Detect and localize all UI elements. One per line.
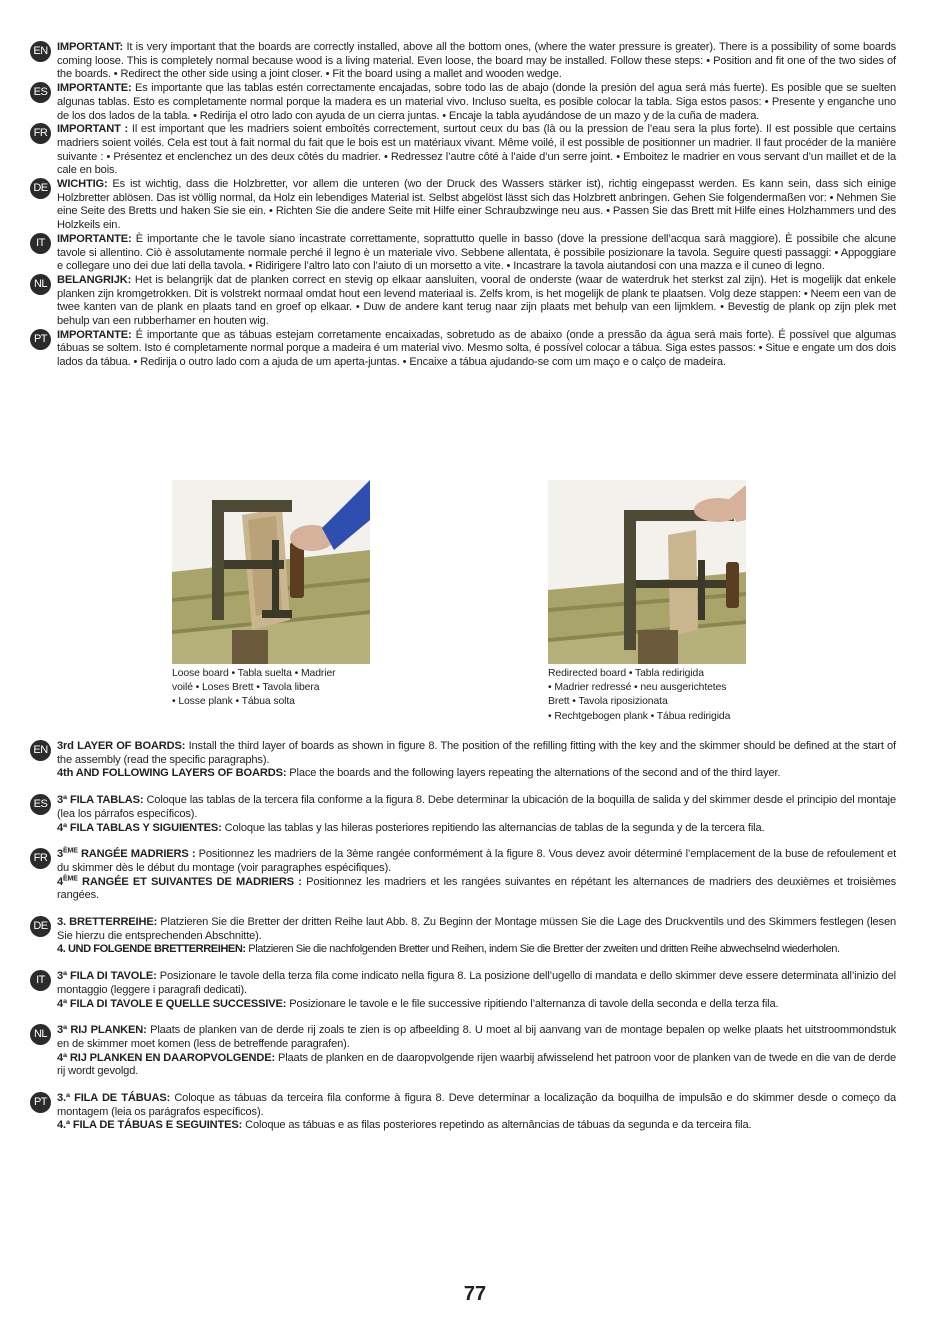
layers-block-it	[30, 970, 896, 1011]
third-layer-heading: 3ª FILA DI TAVOLE:	[57, 970, 157, 983]
layers-block-fr	[30, 848, 896, 903]
fourth-layer-text: Coloque las tablas y las hileras posteriores repitiendo las alternancias de tablas de la segunda y de la tercera fila.	[221, 821, 765, 834]
language-badge-pt: PT	[30, 1092, 51, 1113]
third-layer-paragraph	[57, 970, 896, 997]
redirected-board-caption	[548, 667, 763, 724]
fourth-layer-paragraph	[57, 767, 896, 781]
caption-line: Loose board • Tabla suelta • Madrier	[172, 668, 336, 679]
third-layer-text: Coloque las tablas de la tercera fila conforme a la figura 8. Debe determinar la ubicación de la boquilla de salida y del skimmer desde el principio del montaje (lea los párrafos específicos).	[57, 794, 896, 820]
layers-block-en	[30, 740, 896, 781]
fourth-layer-paragraph	[57, 876, 896, 903]
fourth-layer-paragraph	[57, 1119, 896, 1133]
third-layer-heading: 3. BRETTERREIHE:	[57, 916, 158, 929]
caption-line: Brett • Tavola riposizionata	[548, 696, 668, 708]
page-number: 77	[463, 1283, 487, 1305]
language-badge-it: IT	[30, 970, 51, 991]
third-layer-text: Coloque as tábuas da terceira fila conforme à figura 8. Deve determinar a localização da boquilha de impulsão e do skimmer desde o começo da montagem (leia os parágrafos específicos).	[57, 1092, 896, 1118]
fourth-layer-heading: 4ª FILA DI TAVOLE E QUELLE SUCCESSIVE:	[57, 997, 287, 1010]
fourth-layer-heading: 4ÈME RANGÉE ET SUIVANTES DE MADRIERS :	[57, 874, 302, 888]
paragraph-heading: IMPORTANTE:	[57, 82, 132, 95]
language-badge-nl: NL	[30, 1024, 51, 1045]
paragraph-text: È importante che le tavole siano incastrate correttamente, soprattutto quelle in basso (dove la pressione dell’acqua sarà maggiore). È possibile che alcune tavole si allentino. Ciò è assolutamente normale perché il legno è un materiale vivo. Sebbene allentata, è possibile posizionare la tavola. Seguire questi passaggi: • Appoggiare e collegare uno dei due lati della tavola. • Ridirigere l’altro lato con l’aiuto di un morsetto a vite. • Incastrare la tavola aiutandosi con una mazza e il cuneo di legno.	[57, 232, 896, 273]
third-layer-heading: 3rd LAYER OF BOARDS:	[57, 740, 186, 752]
caption-line: Redirected board • Tabla redirigida	[548, 668, 704, 679]
layers-block-de	[30, 916, 896, 957]
third-layer-text: Platzieren Sie die Bretter der dritten Reihe laut Abb. 8. Zu Beginn der Montage müssen Sie die Lage des Druckventils und des Skimmers festlegen (lesen Sie hierzu die entsprechenden Abschnitte).	[57, 916, 896, 942]
layers-block-es	[30, 794, 896, 835]
paragraph-nl	[30, 274, 896, 329]
language-badge-de: DE	[30, 178, 51, 199]
paragraph-heading: IMPORTANTE:	[57, 328, 132, 341]
fourth-layer-paragraph	[57, 822, 896, 836]
third-layer-paragraph	[57, 916, 896, 943]
language-badge-fr: FR	[30, 848, 51, 869]
language-badge-de: DE	[30, 916, 51, 937]
third-layer-text: Positionnez les madriers de la 3ème rangée conformément à la figure 8. Vous devez avoir déterminé l’emplacement de la buse de refoulement et du skimmer dès le début du montage (voir paragraphes espécifiques).	[57, 848, 897, 874]
paragraph-heading: IMPORTANT:	[57, 41, 124, 53]
fourth-layer-heading: 4.ª FILA DE TÁBUAS E SEGUINTES:	[57, 1119, 243, 1132]
board-layers-section	[30, 740, 896, 1146]
third-layer-text: Posizionare le tavole della terza fila come indicato nella figura 8. La posizione dell’ugello di mandata e dello skimmer deve essere determinata all’inizio del montaggio (leggere i paragrafi dedicati).	[57, 970, 896, 996]
third-layer-paragraph	[57, 1092, 896, 1119]
layers-block-nl	[30, 1024, 896, 1079]
fourth-layer-paragraph	[57, 1052, 896, 1079]
third-layer-paragraph	[57, 794, 896, 821]
loose-board-photo	[172, 480, 370, 664]
third-layer-text: Plaats de planken van de derde rij zoals te zien is op afbeelding 8. U moet al bij aanvang van de montage bepalen op welke plaats het uitstroommondstuk en de skimmer moet komen (less de betreffende paragrafen).	[57, 1024, 896, 1050]
paragraph-text: Het is belangrijk dat de planken correct en stevig op elkaar aansluiten, vooral de onderste (waar de waterdruk het sterkst zal zijn). Het is mogelijk dat enkele planken zijn kromgetrokken. Dit is volstrekt normaal omdat hout een levend materiaal is. Zelfs krom, is het mogelijk de plank te plaatsen. Volg deze stappen: • Neem een van de twee kanten van de plank en plaats tand en groef op elkaar. • Duw de andere kant terug naar zijn plaats met behulp van een lijmklem. • Bevestig de plank op zijn plek met behulp van een rubberhamer en houten wig.	[57, 273, 896, 328]
third-layer-paragraph	[57, 848, 896, 875]
fourth-layer-heading: 4. UND FOLGENDE BRETTERREIHEN:	[57, 943, 246, 956]
paragraph-heading: BELANGRIJK:	[57, 273, 132, 286]
paragraph-pt	[30, 329, 896, 370]
paragraph-text: Es importante que las tablas estén correctamente encajadas, sobre todo las de abajo (donde la presión del agua será más fuerte). Es posible que se suelten algunas tablas. Esto es completamente normal porque la madera es un material vivo. Incluso suelta, es posible colocar la tabla. Siga estos pasos: • Presente y enganche uno de los dos lados de la tabla. • Redirija el otro lado con ayuda de un cierra juntas. • Encaje la tabla ayudándose de un mazo y de la cuña de madera.	[57, 82, 896, 122]
caption-line: • Madrier redressé • neu ausgerichtetes	[548, 682, 727, 694]
redirected-board-photo	[548, 480, 746, 664]
paragraph-text: It is very important that the boards are correctly installed, above all the bottom ones, (where the water pressure is greater). There is a possibility of some boards coming loose. This is completely normal because wood is a living material. Even loose, the board may be installed. Follow these steps: • Position and fit one of the two sides of the boards. • Redirect the other side using a joint closer. • Fit the board using a mallet and wooden wedge.	[57, 41, 896, 81]
paragraph-heading: IMPORTANTE:	[57, 232, 132, 245]
language-badge-it: IT	[30, 233, 51, 254]
fourth-layer-text: Platzieren Sie die nachfolgenden Bretter und Reihen, indem Sie die Bretter der zweiten und dritten Reihe abwechselnd wiederholen.	[245, 943, 840, 956]
paragraph-it	[30, 233, 896, 274]
fourth-layer-text: Posizionare le tavole e le file successive ripitiendo l’alternanza di tavole della seconda e della terza fila.	[286, 997, 779, 1010]
paragraph-text: Es ist wichtig, dass die Holzbretter, vor allem die unteren (wo der Druck des Wassers stärker ist), richtig eingepasst werden. Es kann sein, dass sich einige Holzbretter ablösen. Das ist völlig normal, da Holz ein lebendiges Material ist. Selbst abgelöst lässt sich das Holzbrett anbringen. Gehen Sie folgendermaßen vor: • Nehmen Sie eine Seite des Bretts und haken Sie sie ein. • Richten Sie die andere Seite mit Hilfe einer Schraubzwinge neu aus. • Passen Sie das Brett mit Hilfe eines Holzhammers und des Holzkeils ein.	[57, 178, 896, 232]
loose-board-illustration	[172, 480, 370, 664]
paragraph-fr	[30, 123, 896, 178]
language-badge-pt: PT	[30, 329, 51, 350]
third-layer-heading: 3ª RIJ PLANKEN:	[57, 1024, 147, 1037]
fourth-layer-heading: 4ª RIJ PLANKEN EN DAAROPVOLGENDE:	[57, 1051, 276, 1064]
third-layer-heading: 3ÈME RANGÉE MADRIERS :	[57, 847, 196, 861]
fourth-layer-text: Positionnez les madriers et les rangées suivantes en répétant les alternances de madriers des deuxièmes et troisièmes rangées.	[57, 875, 896, 902]
fourth-layer-heading: 4ª FILA TABLAS Y SIGUIENTES:	[57, 821, 222, 834]
fourth-layer-paragraph	[57, 998, 896, 1012]
paragraph-es	[30, 82, 896, 123]
third-layer-heading: 3ª FILA TABLAS:	[57, 794, 144, 807]
third-layer-text: Install the third layer of boards as shown in figure 8. The position of the refilling fitting with the key and the skimmer should be defined at the start of the assembly (read the specific paragraphs).	[57, 740, 896, 766]
loose-board-caption	[172, 667, 387, 710]
fourth-layer-heading: 4th AND FOLLOWING LAYERS OF BOARDS:	[57, 767, 287, 780]
language-badge-nl: NL	[30, 274, 51, 295]
paragraph-en	[30, 41, 896, 82]
caption-line: voilé • Loses Brett • Tavola libera	[172, 682, 320, 694]
fourth-layer-text: Plaats de planken en de daaropvolgende rijen waarbij afwisselend het patroon voor de planken van de twede en die van de derde rij wordt gevolgd.	[57, 1051, 896, 1078]
fourth-layer-text: Place the boards and the following layers repeating the alternations of the second and of the third layer.	[286, 767, 781, 780]
paragraph-text: Il est important que les madriers soient emboîtés correctement, surtout ceux du bas (là ou la pression de l’eau sera la plus forte). Il est possible que certains madriers soient voilés. Cela est tout à fait normal du fait que le bois est un matériaux vivant. Même voilé, il est possible de positionner un madrier. Il faut procéder de la manière suivante : • Présentez et enclenchez un des deux côtés du madrier. • Redressez l’autre côté à l’aide d’un serre joint. • Emboitez le madrier en vous servant d’un maillet et de la cale en bois.	[57, 123, 896, 177]
third-layer-heading: 3.ª FILA DE TÁBUAS:	[57, 1092, 171, 1105]
paragraph-heading: WICHTIG:	[57, 178, 108, 191]
layers-block-pt	[30, 1092, 896, 1133]
paragraph-de	[30, 178, 896, 233]
language-badge-es: ES	[30, 794, 51, 815]
caption-line: • Rechtgebogen plank • Tábua redirigida	[548, 710, 731, 722]
language-badge-en: EN	[30, 740, 51, 761]
language-badge-es: ES	[30, 82, 51, 103]
redirected-board-illustration	[548, 480, 746, 664]
paragraph-heading: IMPORTANT :	[57, 123, 129, 136]
language-badge-fr: FR	[30, 123, 51, 144]
third-layer-paragraph	[57, 740, 896, 767]
third-layer-paragraph	[57, 1024, 896, 1051]
paragraph-text: É importante que as tábuas estejam corretamente encaixadas, sobretudo as de abaixo (onde a pressão da água será mais forte). É possível que algumas tábuas se soltem. Isto é completamente normal porque a madeira é um material vivo. Mesmo solta, é possível colocar a tábua. Siga estes passos: • Situe e engate um dos dois lados da tábua. • Redirija o outro lado com a ajuda de um aperta-juntas. • Encaixe a tábua ajudando-se com um maço e o calço de madeira.	[57, 328, 896, 369]
fourth-layer-text: Coloque as tábuas e as filas posteriores repetindo as alternâncias de tábuas da segunda e da terceira fila.	[242, 1119, 752, 1132]
language-badge-en: EN	[30, 41, 51, 62]
fourth-layer-paragraph	[57, 943, 896, 957]
caption-line: • Losse plank • Tábua solta	[172, 696, 295, 708]
important-notes-section	[30, 41, 896, 370]
